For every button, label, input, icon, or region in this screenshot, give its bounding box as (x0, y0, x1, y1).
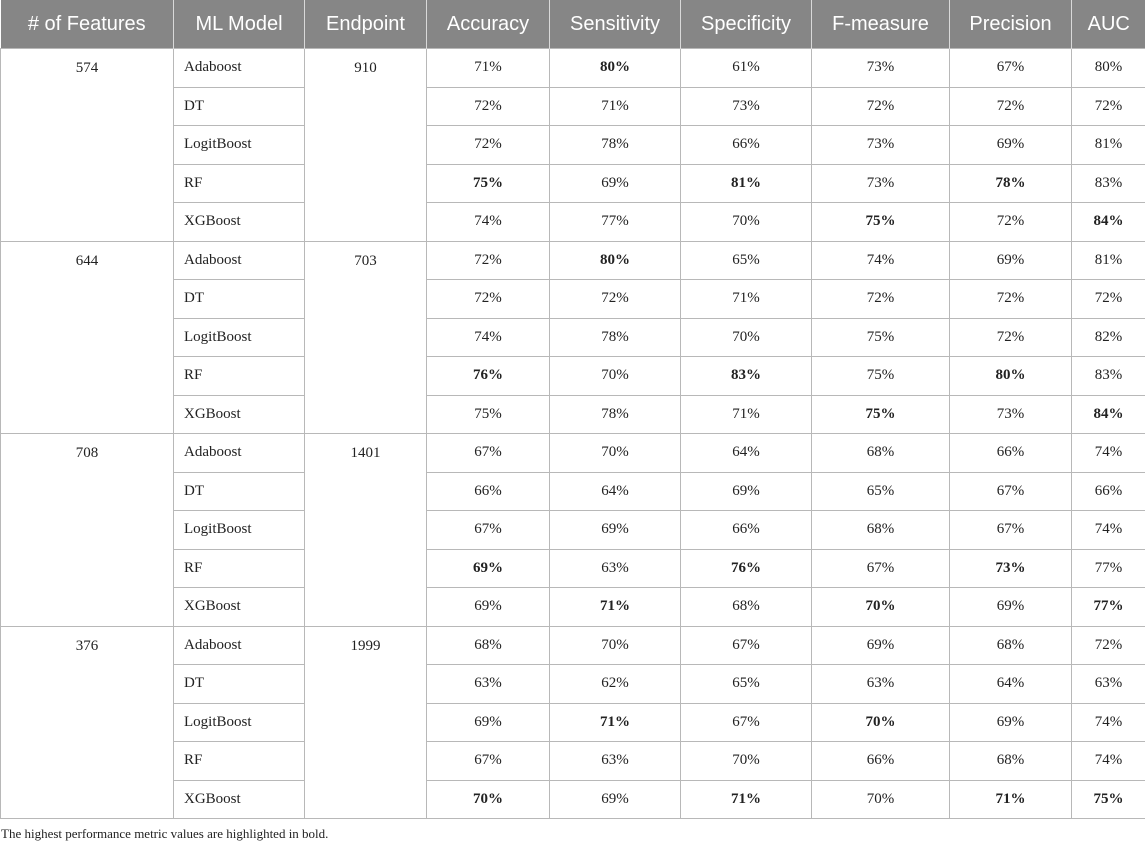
metric-cell: 69% (427, 703, 550, 742)
table-row (1, 626, 1145, 665)
metric-cell: 72% (427, 87, 550, 126)
metric-cell: 71% (550, 588, 681, 627)
header-row (1, 0, 1145, 49)
metric-cell: 71% (681, 780, 812, 819)
metric-cell: 72% (1072, 87, 1145, 126)
metric-cell: 74% (812, 241, 950, 280)
model-cell: Adaboost (174, 241, 305, 280)
metric-cell: 78% (950, 164, 1072, 203)
metric-cell: 75% (812, 203, 950, 242)
metric-cell: 70% (681, 318, 812, 357)
model-cell: Adaboost (174, 434, 305, 473)
metric-cell: 72% (427, 280, 550, 319)
metric-cell: 69% (950, 588, 1072, 627)
metric-cell: 64% (950, 665, 1072, 704)
metric-cell: 73% (812, 49, 950, 88)
metric-cell: 74% (1072, 434, 1145, 473)
metric-cell: 69% (950, 703, 1072, 742)
model-cell: DT (174, 87, 305, 126)
features-cell: 644 (1, 241, 174, 434)
metric-cell: 84% (1072, 203, 1145, 242)
metric-cell: 73% (950, 395, 1072, 434)
metric-cell: 83% (1072, 357, 1145, 396)
metric-cell: 68% (950, 626, 1072, 665)
model-cell: RF (174, 549, 305, 588)
model-cell: RF (174, 742, 305, 781)
model-cell: XGBoost (174, 780, 305, 819)
metric-cell: 75% (427, 164, 550, 203)
metric-cell: 83% (1072, 164, 1145, 203)
model-cell: DT (174, 472, 305, 511)
features-cell: 708 (1, 434, 174, 627)
metric-cell: 77% (1072, 549, 1145, 588)
metric-cell: 63% (550, 549, 681, 588)
metric-cell: 71% (681, 395, 812, 434)
endpoint-cell: 1401 (305, 434, 427, 627)
header-specificity: Specificity (681, 0, 812, 49)
metric-cell: 72% (950, 87, 1072, 126)
metric-cell: 69% (427, 549, 550, 588)
table-row (1, 241, 1145, 280)
metric-cell: 67% (427, 434, 550, 473)
metric-cell: 77% (550, 203, 681, 242)
metric-cell: 71% (427, 49, 550, 88)
features-cell: 574 (1, 49, 174, 242)
metric-cell: 70% (812, 588, 950, 627)
metric-cell: 72% (1072, 280, 1145, 319)
model-cell: DT (174, 665, 305, 704)
metric-cell: 72% (812, 280, 950, 319)
table-row (1, 434, 1145, 473)
metric-cell: 63% (812, 665, 950, 704)
metric-cell: 70% (550, 434, 681, 473)
metric-cell: 72% (950, 280, 1072, 319)
endpoint-cell: 910 (305, 49, 427, 242)
metric-cell: 63% (427, 665, 550, 704)
endpoint-cell: 1999 (305, 626, 427, 819)
metric-cell: 75% (812, 395, 950, 434)
metric-cell: 70% (550, 357, 681, 396)
metric-cell: 78% (550, 126, 681, 165)
model-cell: LogitBoost (174, 703, 305, 742)
metric-cell: 66% (950, 434, 1072, 473)
metric-cell: 68% (812, 511, 950, 550)
metric-cell: 77% (1072, 588, 1145, 627)
metric-cell: 67% (950, 49, 1072, 88)
features-cell: 376 (1, 626, 174, 819)
metric-cell: 74% (427, 203, 550, 242)
header-features: # of Features (1, 0, 174, 49)
model-cell: XGBoost (174, 395, 305, 434)
metric-cell: 80% (950, 357, 1072, 396)
metric-cell: 66% (681, 511, 812, 550)
metric-cell: 68% (681, 588, 812, 627)
metric-cell: 67% (950, 511, 1072, 550)
metric-cell: 69% (427, 588, 550, 627)
metric-cell: 74% (1072, 703, 1145, 742)
metric-cell: 74% (427, 318, 550, 357)
header-auc: AUC (1072, 0, 1145, 49)
metric-cell: 80% (1072, 49, 1145, 88)
metric-cell: 63% (1072, 665, 1145, 704)
header-sensitivity: Sensitivity (550, 0, 681, 49)
metric-cell: 69% (812, 626, 950, 665)
metric-cell: 78% (550, 318, 681, 357)
metric-cell: 62% (550, 665, 681, 704)
metric-cell: 65% (812, 472, 950, 511)
metric-cell: 66% (812, 742, 950, 781)
model-cell: XGBoost (174, 588, 305, 627)
metric-cell: 73% (950, 549, 1072, 588)
metric-cell: 83% (681, 357, 812, 396)
endpoint-cell: 703 (305, 241, 427, 434)
header-endpoint: Endpoint (305, 0, 427, 49)
header-ml-model: ML Model (174, 0, 305, 49)
metric-cell: 71% (550, 703, 681, 742)
metric-cell: 84% (1072, 395, 1145, 434)
model-cell: LogitBoost (174, 511, 305, 550)
metric-cell: 69% (681, 472, 812, 511)
metric-cell: 73% (812, 164, 950, 203)
metric-cell: 80% (550, 49, 681, 88)
metric-cell: 74% (1072, 742, 1145, 781)
metric-cell: 76% (427, 357, 550, 396)
model-cell: LogitBoost (174, 318, 305, 357)
header-accuracy: Accuracy (427, 0, 550, 49)
metric-cell: 70% (681, 203, 812, 242)
metric-cell: 66% (681, 126, 812, 165)
metric-cell: 72% (550, 280, 681, 319)
metric-cell: 73% (812, 126, 950, 165)
metric-cell: 70% (812, 703, 950, 742)
metric-cell: 81% (1072, 126, 1145, 165)
metric-cell: 81% (681, 164, 812, 203)
metric-cell: 67% (812, 549, 950, 588)
metric-cell: 75% (427, 395, 550, 434)
metric-cell: 65% (681, 665, 812, 704)
metric-cell: 67% (427, 742, 550, 781)
metric-cell: 71% (950, 780, 1072, 819)
table-row (1, 49, 1145, 88)
model-cell: RF (174, 357, 305, 396)
model-cell: Adaboost (174, 49, 305, 88)
metric-cell: 72% (950, 318, 1072, 357)
model-cell: RF (174, 164, 305, 203)
model-cell: DT (174, 280, 305, 319)
metric-cell: 78% (550, 395, 681, 434)
model-cell: XGBoost (174, 203, 305, 242)
header-precision: Precision (950, 0, 1072, 49)
metric-cell: 74% (1072, 511, 1145, 550)
metric-cell: 68% (812, 434, 950, 473)
metric-cell: 63% (550, 742, 681, 781)
model-cell: Adaboost (174, 626, 305, 665)
metric-cell: 64% (550, 472, 681, 511)
metric-cell: 75% (812, 318, 950, 357)
metric-cell: 70% (427, 780, 550, 819)
table-body (1, 49, 1145, 819)
metric-cell: 69% (950, 241, 1072, 280)
metric-cell: 76% (681, 549, 812, 588)
metric-cell: 67% (681, 703, 812, 742)
metric-cell: 80% (550, 241, 681, 280)
metric-cell: 68% (427, 626, 550, 665)
metric-cell: 66% (427, 472, 550, 511)
header-f-measure: F-measure (812, 0, 950, 49)
metric-cell: 65% (681, 241, 812, 280)
table-footnote: The highest performance metric values are highlighted in bold. (1, 826, 329, 841)
metric-cell: 73% (681, 87, 812, 126)
metric-cell: 69% (950, 126, 1072, 165)
metric-cell: 67% (427, 511, 550, 550)
metric-cell: 72% (427, 126, 550, 165)
metric-cell: 66% (1072, 472, 1145, 511)
metric-cell: 70% (812, 780, 950, 819)
metric-cell: 69% (550, 511, 681, 550)
metric-cell: 70% (550, 626, 681, 665)
metric-cell: 72% (950, 203, 1072, 242)
metric-cell: 75% (812, 357, 950, 396)
metric-cell: 72% (427, 241, 550, 280)
metric-cell: 61% (681, 49, 812, 88)
metric-cell: 69% (550, 780, 681, 819)
metric-cell: 68% (950, 742, 1072, 781)
model-cell: LogitBoost (174, 126, 305, 165)
metric-cell: 67% (681, 626, 812, 665)
metric-cell: 67% (950, 472, 1072, 511)
metric-cell: 72% (1072, 626, 1145, 665)
metric-cell: 69% (550, 164, 681, 203)
metric-cell: 70% (681, 742, 812, 781)
metric-cell: 71% (681, 280, 812, 319)
metric-cell: 82% (1072, 318, 1145, 357)
metric-cell: 72% (812, 87, 950, 126)
metric-cell: 71% (550, 87, 681, 126)
metric-cell: 75% (1072, 780, 1145, 819)
metric-cell: 81% (1072, 241, 1145, 280)
metric-cell: 64% (681, 434, 812, 473)
